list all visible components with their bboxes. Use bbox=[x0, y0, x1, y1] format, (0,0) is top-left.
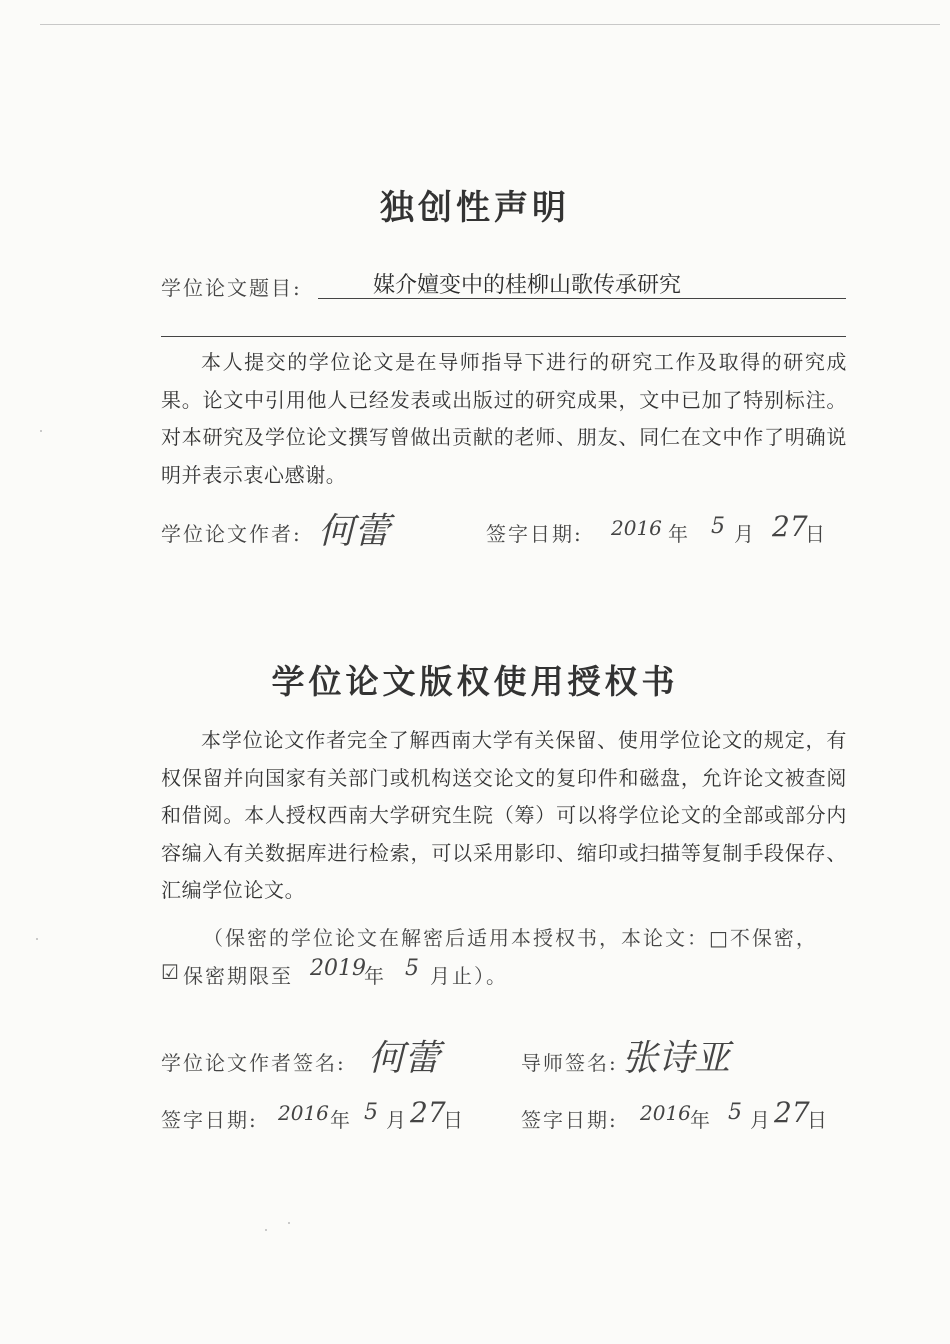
author-sign-label: 学位论文作者签名: bbox=[161, 1051, 346, 1075]
declaration-date-month: 5 bbox=[711, 514, 725, 539]
scan-top-edge bbox=[40, 24, 940, 25]
confidential-prefix: 保密期限至 bbox=[183, 964, 293, 988]
confidential-checkbox: ☑ bbox=[161, 960, 181, 984]
scan-speck bbox=[40, 430, 42, 432]
confidential-year: 2019 bbox=[310, 956, 366, 981]
scan-speck bbox=[265, 1229, 267, 1231]
author-date-label: 签字日期: bbox=[161, 1108, 258, 1132]
declaration-date-label: 签字日期: bbox=[486, 522, 583, 546]
supervisor-date-label: 签字日期: bbox=[521, 1108, 618, 1132]
thesis-title-second-underline bbox=[161, 336, 846, 337]
declaration-body: 本人提交的学位论文是在导师指导下进行的研究工作及取得的研究成果。论文中引用他人已经发表或出版过的研究成果，文中已加了特别标注。对本研究及学位论文撰写曾做出贡献的老师、朋友、同仁在文中作了明确说明并表示衷心感谢。 bbox=[161, 350, 847, 487]
confidential-year-char: 年 bbox=[364, 964, 386, 988]
author-signature: 何蕾 bbox=[368, 1038, 441, 1079]
supervisor-label: 导师签名: bbox=[521, 1051, 618, 1075]
author-day-char: 日 bbox=[443, 1108, 465, 1132]
authorization-body: 本学位论文作者完全了解西南大学有关保留、使用学位论文的规定，有权保留并向国家有关部门或机构送交论文的复印件和磁盘，允许论文被查阅和借阅。本人授权西南大学研究生院（筹）可以将学位论文的全部或部分内容编入有关数据库进行检索，可以采用影印、缩印或扫描等复制手段保存、汇编学位论文。 bbox=[161, 728, 847, 902]
declaration-date-day: 27 bbox=[772, 510, 808, 543]
confidential-line-1: （保密的学位论文在解密后适用本授权书，本论文：□不保密， bbox=[203, 926, 818, 950]
thesis-title: 媒介嬗变中的桂柳山歌传承研究 bbox=[373, 273, 682, 298]
confidential-month: 5 bbox=[405, 956, 419, 981]
supervisor-day-char: 日 bbox=[807, 1108, 829, 1132]
supervisor-date-month: 5 bbox=[728, 1100, 742, 1125]
supervisor-date-day: 27 bbox=[774, 1096, 810, 1129]
scan-speck bbox=[288, 1222, 290, 1224]
authorization-title: 学位论文版权使用授权书 bbox=[271, 662, 679, 701]
supervisor-month-char: 月 bbox=[750, 1108, 772, 1132]
author-month-char: 月 bbox=[386, 1108, 408, 1132]
declaration-title: 独创性声明 bbox=[380, 188, 570, 228]
thesis-title-label: 学位论文题目: bbox=[161, 276, 302, 300]
declaration-day-char: 日 bbox=[805, 522, 827, 546]
author-date-month: 5 bbox=[364, 1100, 378, 1125]
author-date-day: 27 bbox=[410, 1096, 446, 1129]
supervisor-date-year: 2016 bbox=[640, 1101, 691, 1125]
scan-speck bbox=[36, 938, 38, 940]
declaration-date-year: 2016 bbox=[611, 516, 662, 540]
thesis-title-underline bbox=[318, 298, 846, 299]
supervisor-year-char: 年 bbox=[690, 1108, 712, 1132]
confidential-suffix: 月止）。 bbox=[430, 964, 508, 988]
author-year-char: 年 bbox=[330, 1108, 352, 1132]
declaration-month-char: 月 bbox=[734, 522, 756, 546]
declaration-author-signature: 何蕾 bbox=[318, 511, 391, 552]
supervisor-signature: 张诗亚 bbox=[622, 1038, 731, 1079]
author-date-year: 2016 bbox=[278, 1101, 329, 1125]
declaration-author-label: 学位论文作者: bbox=[161, 522, 302, 546]
declaration-year-char: 年 bbox=[668, 522, 690, 546]
